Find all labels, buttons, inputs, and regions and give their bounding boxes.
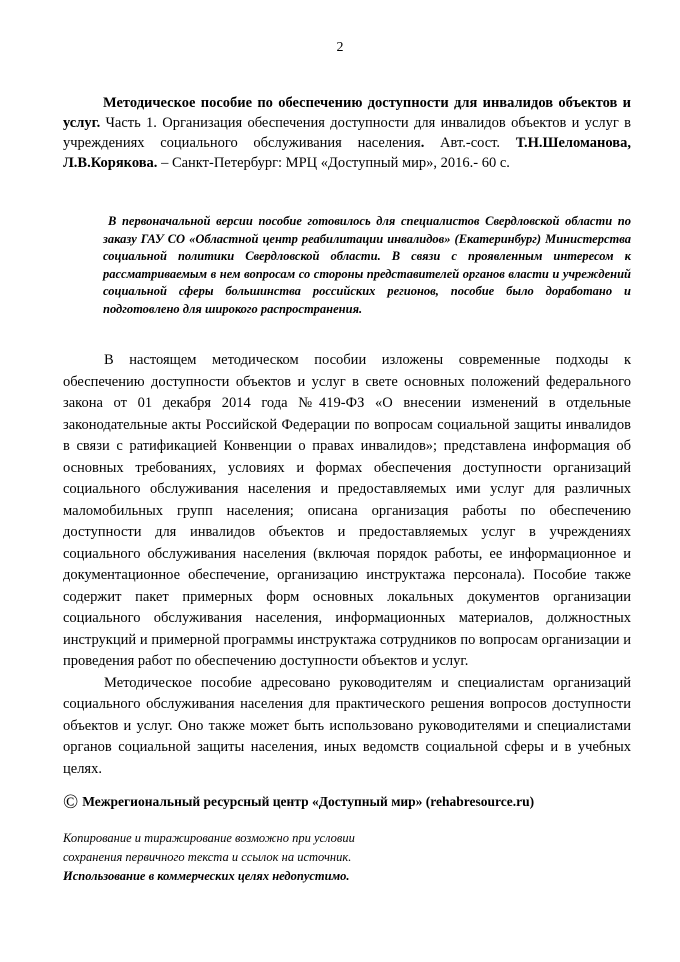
compilers-label: Авт.-сост. <box>424 135 516 151</box>
edition-note: В первоначальной версии пособие готовилось для специалистов Свердловской области по заказу ГАУ СО «Областной центр реабилитации инвалидов» (Екатеринбург) Министерства социальной политики Свердловской области. В связи с проявленным интересом к рассматриваемым в нем вопросам со стороны представителей органов власти и учреждений социальной сферы большинства российских регионов, пособие было доработано и подготовлено для широкого распространения. <box>103 214 631 316</box>
compilers: Т.Н.Шеломанова, Л.В.Корякова. <box>63 135 631 171</box>
main-text <box>63 350 631 780</box>
copyright-holder: Межрегиональный ресурсный центр «Доступный мир» (rehabresource.ru) <box>82 794 535 809</box>
paragraph-overview: В настоящем методическом пособии изложены современные подходы к обеспечению доступности объектов и услуг в свете основных положений федерального закона от 01 декабря 2014 года №419-ФЗ «О внесении изменений в отдельные законодательные акты Российской Федерации по вопросам социальной защиты инвалидов в связи с ратификацией Конвенции о правах инвалидов»; представлена информация об основных требованиях, условиях и формах обеспечения доступности организаций социального обслуживания населения и предоставляемых ими услуг для различных маломобильных групп населения; описана организация работы по обеспечению доступности для инвалидов объектов и предоставляемых услуг в учреждениях социального обслуживания населения (включая порядок работы, ее информационное и документационное обеспечение, организацию инструктажа персонала). Пособие также содержит пакет примерных форм основных локальных документов организации социального обслуживания населения, информационных материалов, должностных инструкций и примерной программы инструктажа сотрудников по вопросам организации и проведения работ по обеспечению доступности объектов и услуг. <box>63 352 631 669</box>
usage-terms <box>63 829 583 886</box>
copyright-icon: © <box>63 791 79 813</box>
bibliographic-description <box>63 93 631 173</box>
copyright-line <box>63 791 653 814</box>
title-dot: . <box>420 135 425 151</box>
publisher-info: – Санкт-Петербург: МРЦ «Доступный мир», 2016.- 60 с. <box>157 155 510 171</box>
terms-line-2: сохранения первичного текста и ссылок на источник. <box>63 850 352 864</box>
book-title: Методическое пособие по обеспечению доступности для инвалидов объектов и услуг. <box>63 95 631 131</box>
paragraph-audience: Методическое пособие адресовано руководителям и специалистам организаций социального обслуживания населения для практического решения вопросов доступности объектов и услуг. Оно также может быть использовано руководителями и специалистами органов социальной защиты населения, иных ведомств социальной сферы и в учебных целях. <box>63 674 631 777</box>
terms-line-1: Копирование и тиражирование возможно при условии <box>63 831 355 845</box>
book-part: Часть 1. Организация обеспечения доступности для инвалидов объектов и услуг в учреждениях социального обслуживания населения <box>63 115 631 151</box>
page-number: 2 <box>336 40 344 55</box>
terms-line-3: Использование в коммерческих целях недопустимо. <box>63 869 350 883</box>
